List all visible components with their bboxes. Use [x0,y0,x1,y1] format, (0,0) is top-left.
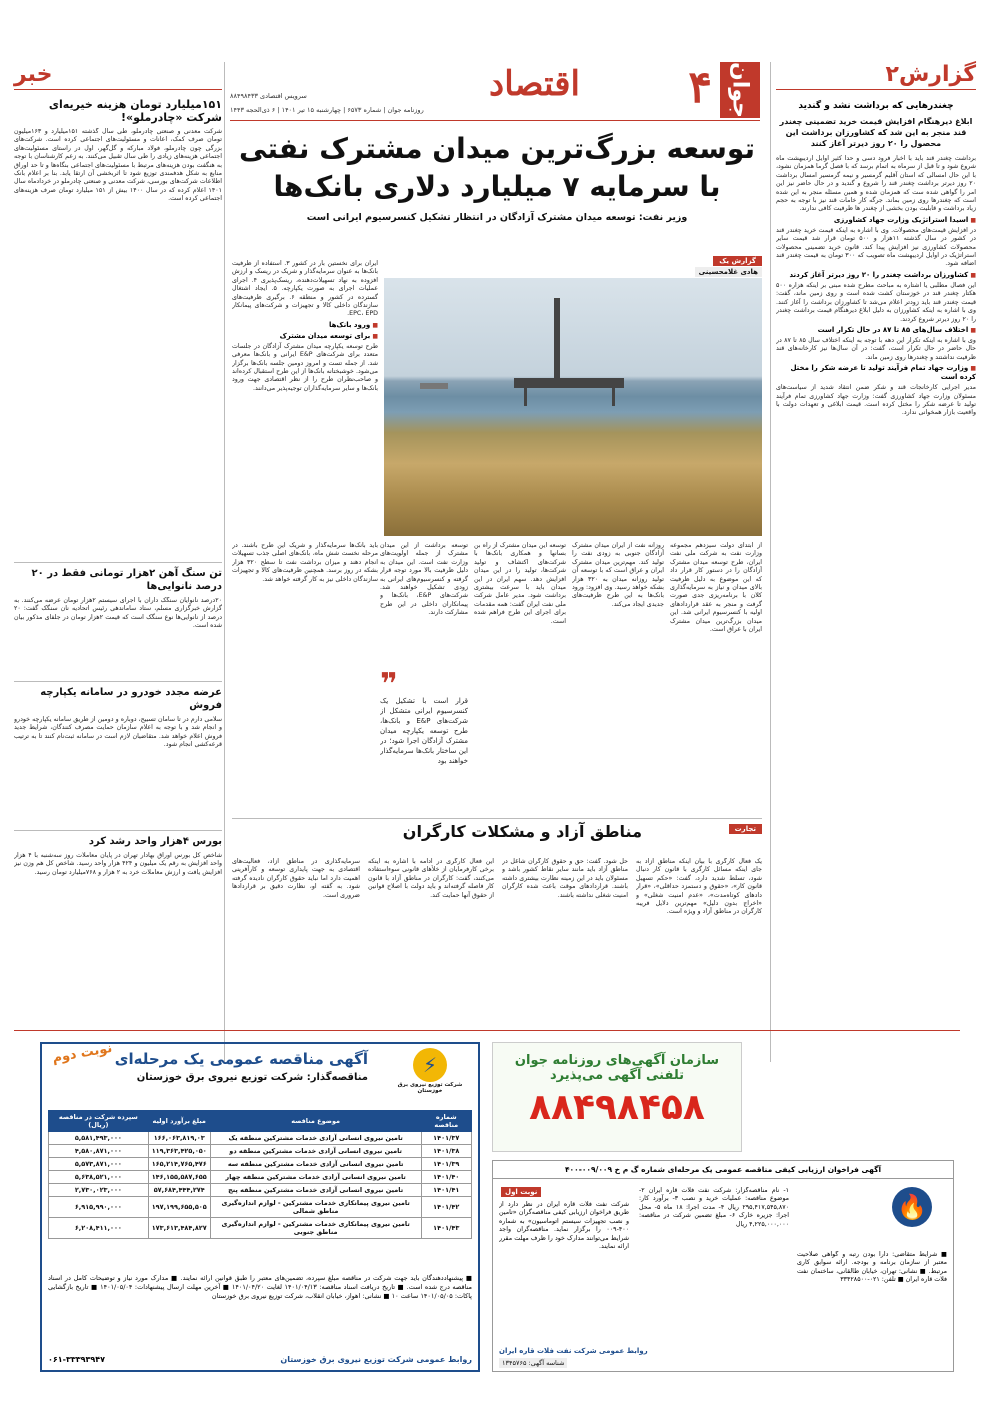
tender-phone[interactable]: ۰۶۱-۳۳۳۹۳۹۴۷ [48,1355,106,1364]
strip-title-1: چغندرهایی که برداشت نشد و گندید [798,101,954,111]
cell: تامین نیروی انسانی آزادی خدمات مشترکین منطقه پنج [210,1184,421,1197]
news-body-2: ۲۰درصد نانوایان سنگک داران با اجرای سیستم ۲هزار تومان عرضه می‌کنند. به گزارش خبرگزاری مسلم، ستاد ساماندهی رئیس اتحادیه نان سنگک گفت: ۲۰ درصد از نانوایی‌ها نوع سنگک است که قیمت ۲هزار تومان در جلفای مذکور بیان شده است. [14,597,222,630]
tender-footer-text: روابط عمومی شرکت توزیع نیروی برق خوزستان [280,1355,472,1364]
cell: تامین نیروی انسانی آزادی خدمات مشترکین منطقه سه [210,1158,421,1171]
cell: ۱۶۵,۲۱۴,۷۶۵,۴۷۶ [148,1158,210,1171]
company-name: شرکت توزیع نیروی برق خوزستان [397,1082,463,1094]
header-number: شماره مناقصه [421,1111,471,1132]
cell: ۱۶۶,۰۶۳,۸۱۹,۰۳ [148,1132,210,1145]
strip-body-2: در افزایش قیمت‌های محصولات. وی با اشاره به اینکه قیمت خرید چغندر قند در کشور در سال گذشته ۱۱هزار و ۵۰۰ تومان قرار شد قیمت سایر محصولات کشاورزی نیز افزایش پیدا کند. قانون خرید تضمینی محصولات استراتژیک در اوایل اردیبهشت ماه تصویب که ۳۰۰ تومان به قیمت چغندر قند اضافه شود. [776,226,976,268]
gas-logo [877,1187,947,1247]
gas-round-badge: نوبت اول [501,1187,541,1197]
cell: ۱۴۰۱/۴۳ [421,1218,471,1239]
gas-body-right: ■ شرایط متقاضی: دارا بودن رتبه و گواهی صلاحیت معتبر از سازمان برنامه و بودجه. ارائه سوابق کاری مرتبط. ■ نشانی: تهران، خیابان طالقانی، ساختمان نفت فلات قاره ایران ■ تلفن: ۰۲۱-۳۳۴۲۸۵۰۰ [797,1251,947,1284]
section-title: اقتصاد [489,64,580,104]
cell: ۱۴۰۱/۴۲ [421,1197,471,1218]
ad-org-box [492,1042,742,1152]
page-number: ۴ [688,62,712,113]
cell: ۱۹۷,۱۹۹,۶۵۵,۵۰۵ [148,1197,210,1218]
strip-sub-4: ■ وزارت جهاد تمام فرآیند تولید تا عرضه شکر را مختل کرده است [776,364,976,382]
strip-heading: گزارش۲ [776,62,976,90]
gas-footer: روابط عمومی شرکت نفت فلات قاره ایران [499,1347,648,1355]
cell: ۵,۵۷۳,۸۷۱,۰۰۰ [49,1158,149,1171]
table-row [49,1171,472,1184]
strip-body-4: وی با اشاره به اینکه تکرار این دهه با توجه به اینکه اختلاف سال ۸۵ تا ۸۷ در حال حاضر در حال تکرار است، گفت: در آن سال‌ها نیز کارخانه‌های قند ظرفیت نداشتند و چغندرها روی زمین ماند. [776,336,976,361]
table-row [49,1145,472,1158]
main-article [232,130,762,810]
news-body-4: شاخص کل بورس اوراق بهادار تهران در پایان معاملات روز سه‌شنبه با ۴ هزار واحد افزایش به رقم یک میلیون و ۴۲۴ هزار واحد رسید. شاخص کل هم وزن نیز افزایش یافت و ارزش معاملات خرد به ۲ هزار و ۷۶۸میلیارد تومان رسید. [14,852,222,876]
rig-tower [554,298,560,388]
labor-tag: تجارت [729,824,762,834]
header-subject: موضوع مناقصه [210,1111,421,1132]
quote-mark-icon: ❞ [380,667,398,702]
masthead [230,62,760,118]
cell: ۱۴۰۱/۳۷ [421,1132,471,1145]
cell: ۲,۷۳۰,۰۲۳,۰۰۰ [49,1184,149,1197]
news-title-3[interactable]: عرضه مجدد خودرو در سامانه یکپارچه فروش [40,687,222,711]
news-title-4[interactable]: بورس ۴هزار واحد رشد کرد [88,836,222,847]
oil-rig-photo [384,278,762,536]
gas-code: شناسه آگهی: ۱۳۴۵۷۶۵ [499,1358,567,1368]
pull-quote [380,667,468,800]
headline-line-2: با سرمایه ۷ میلیارد دلاری بانک‌ها [273,170,721,203]
cell: ۱۷۳,۶۱۳,۴۸۴,۸۲۷ [148,1218,210,1239]
table-row [49,1158,472,1171]
header-estimate: مبلغ برآورد اولیه [148,1111,210,1132]
table-row [49,1197,472,1218]
ad-org-phone[interactable]: ۸۸۴۹۸۴۵۸ [529,1087,705,1128]
tender-notes: ■ پیشنهاددهندگان باید جهت شرکت در مناقصه مبلغ سپرده، تضمین‌های معتبر را طبق قوانین ارائه نمایند. ■ مدارک مورد نیاز و توضیحات کامل در اسناد مناقصه درج شده است. ■ تاریخ دریافت اسناد مناقصه: ۱۴۰۱/۰۴/۱۳ لغایت ۱۴۰۱/۰۴/۲۰ ■ آخرین مهلت ارسال پیشنهادات: ۱۴۰۱/۰۵/۰۴ ■ تاریخ بازگشایی پاکات: ۱۴۰۱/۰۵/۰۵ ساعت ۱۰ ■ نشانی: اهواز، خیابان انقلاب، شرکت توزیع نیروی برق خوزستان [48,1274,472,1300]
labor-article [232,820,762,1020]
cell: تامین نیروی پیمانکاری خدمات مشترکین - لوازم اندازه‌گیری مناطق شمالی [210,1197,421,1218]
tender-table [48,1110,472,1239]
cell: تامین نیروی انسانی آزادی خدمات مشترکین منطقه چهار [210,1171,421,1184]
strip-body-3: این فصال مطلبی یا اشتاره به مباحث مطرح شده مبنی بر اینکه هزاره ۵۰۰ هکتار چغندر قند در خوزستان کشت شده است و روی زمین ماند، گفت: قیمت چغندر قند باید زودتر اعلام می‌شد تا کشاورزان برداشت را آغاز کنند. وی با اشاره به اینکه کشاورزان به دلیل ابلاغ دیرهنگام قیمت برداشت چغندر را ۲۰ روز دیرتر شروع کردند. [776,281,976,323]
cell: ۱۴۰۱/۳۹ [421,1158,471,1171]
strip-title-2: ابلاغ دیرهنگام افزایش قیمت خرید تضمینی چغندر قند منجر به این شد که کشاورزان برداشت این محصول را ۲۰ روز دیرتر آغاز کنند [779,117,973,148]
rig-small [420,383,448,389]
article-col-4: توسعه برداشت از این میدان مشترک از جمله اولویت‌های وزارت نفت است. این میدان به دلیل ظرفیت بالا مورد توجه قرار گرفته و کنسرسیوم‌های ایرانی به زودی تشکیل خواهند شد. شرکت‌های E&P، بانک‌ها و پیمانکاران داخلی در این طرح مشارکت دارند. [380,542,468,617]
cell: ۵,۵۸۱,۴۹۳,۰۰۰ [49,1132,149,1145]
news-heading: خبر [14,62,222,90]
news-body-3: سلامی دارم در تا سامان تسبیح، دوباره و دومین از طریق سامانه یکپارچه خودرو و انجام شد و با توجه به اعلام سازمان حمایت مصرف کنندگان، شرایط جدید فروش اعلام خواهد شد. متقاضیان لازم است در سامانه ثبت‌نام کنند تا به ترتیب قرعه‌کشی انجام شود. [14,716,222,749]
article-lead: وزیر نفت: توسعه میدان مشترک آزادگان در انتظار تشکیل کنسرسیوم ایرانی است [306,212,688,223]
tender-table-header [49,1111,472,1132]
article-col-5: باید بانک‌ها سرمایه‌گذار و شریک این طرح باشند. در مرحله نخست شش ماه، بانک‌های اصلی جذب تسهیلات انجام دهند و میزان برداشت نفت تا سطح ۳۲۰ هزار بشکه در روز برسد. همچنین ظرفیت‌های کالا و تجهیزات سازندگان داخلی نیز به کار گرفته خواهد شد. [232,542,378,583]
cell: ۴,۵۸۰,۸۷۱,۰۰۰ [49,1145,149,1158]
labor-title: مناطق آزاد و مشکلات کارگران [402,822,642,841]
right-strip [776,62,976,1062]
article-col-1: از ابتدای دولت سیزدهم مجموعه وزارت نفت به شرکت ملی نفت ایران، طرح توسعه میدان مشترک آزادگان را در دستور کار قرار داد که این موضوع به دلیل ظرفیت بالای میدان و نیاز به سرمایه‌گذاری کلان با برنامه‌ریزی جدی صورت گرفت و منجر به عقد قراردادهای اولیه با کنسرسیوم ایرانی شد. این میدان بزرگ‌ترین میدان مشترک ایران با عراق است. [670,542,762,634]
side-subhead-2: ■ برای توسعه میدان مشترک [232,332,378,341]
labor-col-1: یک فعال کارگری با بیان اینکه مناطق آزاد به جای اینکه مسائل کارگری با قانون کار دنبال شود، تسلط شدید دارد، گفت: «حکم تسهیل قانون کار»، «حقوق و دستمزد حداقلی»، «قرار دادهای کوتاه‌مدت»، «عدم امنیت شغلی» و «اخراج بدون دلیل» مهم‌ترین دلایل فریبه کارگران در مناطق آزاد و ویژه است. [636,858,762,916]
strip-body-5: مدیر اجرایی کارخانجات قند و شکر ضمن انتقاد شدید از سیاست‌های مسئولان وزارت جهاد کشاورزی گفت: وزارت جهاد کشاورزی تمام فرآیند تولید تا عرضه شکر را مختل کرده است. قیمت ابلاغی و تعهدات دولت با واقعیت بازار همخوانی ندارد. [776,384,976,417]
newspaper-logo[interactable]: جوان [720,62,760,118]
table-row [49,1184,472,1197]
rig-leg-2 [612,386,615,406]
ad-org-subtitle: تلفنی آگهی می‌پذیرد [549,1068,685,1083]
cell: ۱۱۹,۳۶۳,۴۲۵,۰۵۰ [148,1145,210,1158]
tender-footer [48,1355,472,1364]
report-tag: گزارش یک [713,256,762,266]
side-subhead: ■ ورود بانک‌ها [232,321,378,330]
table-row [49,1218,472,1239]
tender-title: آگهی مناقصه عمومی یک مرحله‌ای [114,1050,368,1068]
tender-ad [40,1042,480,1372]
quote-text: قرار است با تشکیل یک کنسرسیوم ایرانی متشکل از شرکت‌های E&P و بانک‌ها، طرح توسعه یکپارچه میدان مشترک آزادگان اجرا شود؛ در این ساختار بانک‌ها سرمایه‌گذار خواهند بود [380,697,468,765]
flame-icon: 🔥 [892,1187,932,1227]
labor-col-4: سرمایه‌گذاری در مناطق آزاد، فعالیت‌های اقتصادی به جهت پایداری توسعه و کارآفرینی اهمیت دارد اما نباید حقوق کارگران نادیده گرفته شود. به گفته او، نظارت دقیق بر قراردادها ضروری است. [232,858,360,899]
gas-ad-title: آگهی فراخوان ارزیابی کیفی مناقصه عمومی یک مرحله‌ای شماره گ م خ ۰۰۹/۰۰۹-۴۰۰ [493,1161,953,1179]
strip-sub-1: ■ اسیدا استراتژیک وزارت جهاد کشاورزی [776,216,976,225]
article-col-2: روزانه نفت از ایران میدان مشترک آزادگان جنوبی به زودی نفت را تولید کند. مهم‌ترین میدان مشترک ایران و عراق است که با توسعه آن تولید روزانه میدان به ۳۲۰ هزار بشکه خواهد رسید. وی افزود: ورود بانک‌ها به این طرح ظرفیت‌های جدیدی ایجاد می‌کند. [572,542,664,608]
gas-ad [492,1160,954,1372]
round-badge: نوبت دوم [51,1040,114,1067]
cell: ۵,۶۳۸,۵۲۱,۰۰۰ [49,1171,149,1184]
tender-subtitle: مناقصه‌گذار: شرکت توزیع نیروی برق خوزستان [136,1072,368,1083]
company-logo [390,1048,470,1098]
article-col-3: توسعه این میدان مشترک از راه بن بسانها و همکاری بانک‌ها با شرکت‌های اکتشاف و تولید شرکت‌ها، تولید را در این میدان افزایش دهد. سهم ایران در این میدان باید با سرعت بیشتری برداشت شود. مدیر عامل شرکت ملی نفت ایران گفت: همه مقدمات برای اجرای این طرح فراهم شده است. [474,542,566,625]
strip-sub-2: ■ کشاورزان برداشت چغندر را ۲۰ روز دیرتر آغاز کردند [776,271,976,280]
cell: تامین نیروی انسانی آزادی خدمات مشترکین منطقه یک [210,1132,421,1145]
labor-col-3: این فعال کارگری در ادامه با اشاره به اینکه برخی کارفرمایان از خلأهای قانونی سوءاستفاده می‌کنند، گفت: کارگران در مناطق آزاد با قانون کار فاصله گرفته‌اند و باید دولت با اصلاح قوانین از حقوق آنها حمایت کند. [368,858,494,899]
table-row [49,1132,472,1145]
issue-line: روزنامه جوان | شماره ۶۵۷۳ | چهارشنبه ۱۵ تیر ۱۴۰۱ | ۶ ذی‌الحجه ۱۴۴۳ [230,106,424,114]
ad-org-title: سازمان آگهی‌های روزنامه جوان [514,1053,720,1068]
cell: ۶,۹۱۵,۹۹۰,۰۰۰ [49,1197,149,1218]
cell: ۱۴۶,۱۵۵,۵۸۷,۶۵۵ [148,1171,210,1184]
left-strip [14,62,222,1062]
cell: تامین نیروی انسانی آزادی خدمات مشترکین منطقه دو [210,1145,421,1158]
header-deposit: سپرده شرکت در مناقصه (ریال) [49,1111,149,1132]
cell: ۱۴۰۱/۳۸ [421,1145,471,1158]
gas-body-left: شرکت نفت فلات قاره ایران در نظر دارد از طریق فراخوان ارزیابی کیفی مناقصه‌گران «تامین و نصب تجهیزات سیستم اتوماسیون» به شماره ۴۰۰-۰۰۹ را برگزار نماید. مناقصه‌گران واجد شرایط می‌توانند مدارک خود را ظرف مهلت مقرر ارائه نمایند. [499,1201,629,1251]
cell: ۱۴۰۱/۴۰ [421,1171,471,1184]
news-title-2[interactable]: تن سنگ آهن ۲هزار تومانی فقط در ۲۰ درصد نانوایی‌ها [31,568,222,592]
side-col-text-2: طرح توسعه یکپارچه میدان مشترک آزادگان در جلسات متعدد برای شرکت‌های E&P ایرانی و بانک‌ها معرفی شد. از جمله تست و امروز دومین جلسه بانک‌ها برگزار می‌شود. خوشبختانه بانک‌ها از این طرح استقبال کرده‌اند و صاحب‌نظران طرح را از نظر اقتصادی جهت ورود بانک‌ها و سایر سرمایه‌گذاران توجیه‌پذیر می‌دانند. [232,342,378,392]
labor-col-2: حل شود. گفت: حق و حقوق کارگران شاغل در مناطق آزاد باید مانند سایر نقاط کشور باشد و مسئولان باید در این زمینه نظارت بیشتری داشته باشند. قراردادهای موقت باعث شده کارگران امنیت شغلی نداشته باشند. [502,858,628,899]
photo-block [384,256,762,536]
rig-leg-1 [524,386,527,406]
cell: تامین نیروی پیمانکاری خدمات مشترکین - لوازم اندازه‌گیری مناطق جنوبی [210,1218,421,1239]
gas-body-mid: ۱- نام مناقصه‌گزار: شرکت نفت فلات قاره ایران ۲- موضوع مناقصه: عملیات خرید و نصب ۳- برآورد کار: ۲۹۵,۴۱۷,۵۴۵,۸۷۰ ریال ۴- مدت اجرا: ۱۸ ماه ۵- محل اجرا: جزیره خارک ۶- مبلغ تضمین شرکت در مناقصه: ۴,۲۲۵,۰۰۰,۰۰۰ ریال [639,1187,789,1228]
cell: ۱۴۰۱/۴۱ [421,1184,471,1197]
cell: ۵۷,۶۸۴,۴۴۴,۲۷۴ [148,1184,210,1197]
cell: ۶,۲۰۸,۴۱۱,۰۰۰ [49,1218,149,1239]
byline: هادی غلامحسینی [695,267,762,277]
news-title-1[interactable]: ۱۵۱میلیارد تومان هزینه خیریه‌ای شرکت «چادرملو»! [48,98,222,124]
strip-body-1: برداشت چغندر قند باید با اخبار فرود دسی و حدا کثیر اوایل اردیبهشت ماه شروع شود و تا قبل از سرماه به اتمام برسد که با فصل گرما همزمان نشود، با این حال امسالی که استان آقلیم گرمسیر و نیمه گرمسیر امسال برداشت ۲۰ روز دیرتر برداشت چغندر قند را شروع و گندید و در حال حاضر نیز این امر را گواهی شده ست که همزمان شده و همین مسئله منجر به این شده است که چغندرها روی زمین بماند. جرگه کار خامات قند نیز با توجه به حجم زیاد برداشت و قابلیت بودن بخشی از چغندر ها ظرفیت کافی ندارند. [776,155,976,213]
service-line: سرویس اقتصادی ۸۸۴۹۸۴۳۳ [230,92,307,100]
headline-line-1: توسعه بزرگ‌ترین میدان مشترک نفتی [239,132,755,165]
strip-sub-3: ■ اختلاف سال‌های ۸۵ تا ۸۷ در حال تکرار است [776,326,976,335]
news-body-1: شرکت معدنی و صنعتی چادرملو، طی سال گذشته ۱۵۱میلیارد و ۱۶۳میلیون تومان صرف کمک، اعانات و مسئولیت‌های اجتماعی کرده است. شرکت‌های بزرگی چون چادرملو، فولاد مبارکه و گل‌گهر، اول در راستای مسئولیت‌های اجتماعی هزینه‌های زیادی را طی سال تقبیل می‌کنند. به زعم کارشناسان با توجه به هنگفت بودن هزینه‌های مرتبط با مسئولیت‌های اجتماعی بنگاه‌ها و تا حد اوراق منابع به شکل هدفمندی توزیع شود تا اثربخشی آن ارتقا یابد. بنا بر اعلام بانک اطلاعات شرکت‌های بورسی، شرکت معدنی و صنعتی چادرملو در خردادماه سال ۱۴۰۱ اعلام کرده که در سال ۱۴۰۰ بیش از ۱۵۱ میلیارد تومان صرف هزینه‌های اجتماعی کرده است. [14,128,222,203]
lightning-icon: ⚡ [413,1048,447,1082]
side-col-text: ایران برای نخستین بار در کشور ۳. استفاده از ظرفیت بانک‌ها به عنوان سرمایه‌گذار و شریک در ریسک و ارزش افزوده به نهاد تسهیلات‌دهنده، ریسک‌پذیری ۴. اجرای عملیات اجرای به صورت یکپارچه. ۵. ایجاد اشتغال گسترده در کشور و منطقه ۶. برگیری ظرفیت‌های سازندگان داخلی کالا و تجهیزات و شرکت‌های پیمانکار EPC، EPD. [232,260,378,318]
rig-deck [514,378,624,388]
